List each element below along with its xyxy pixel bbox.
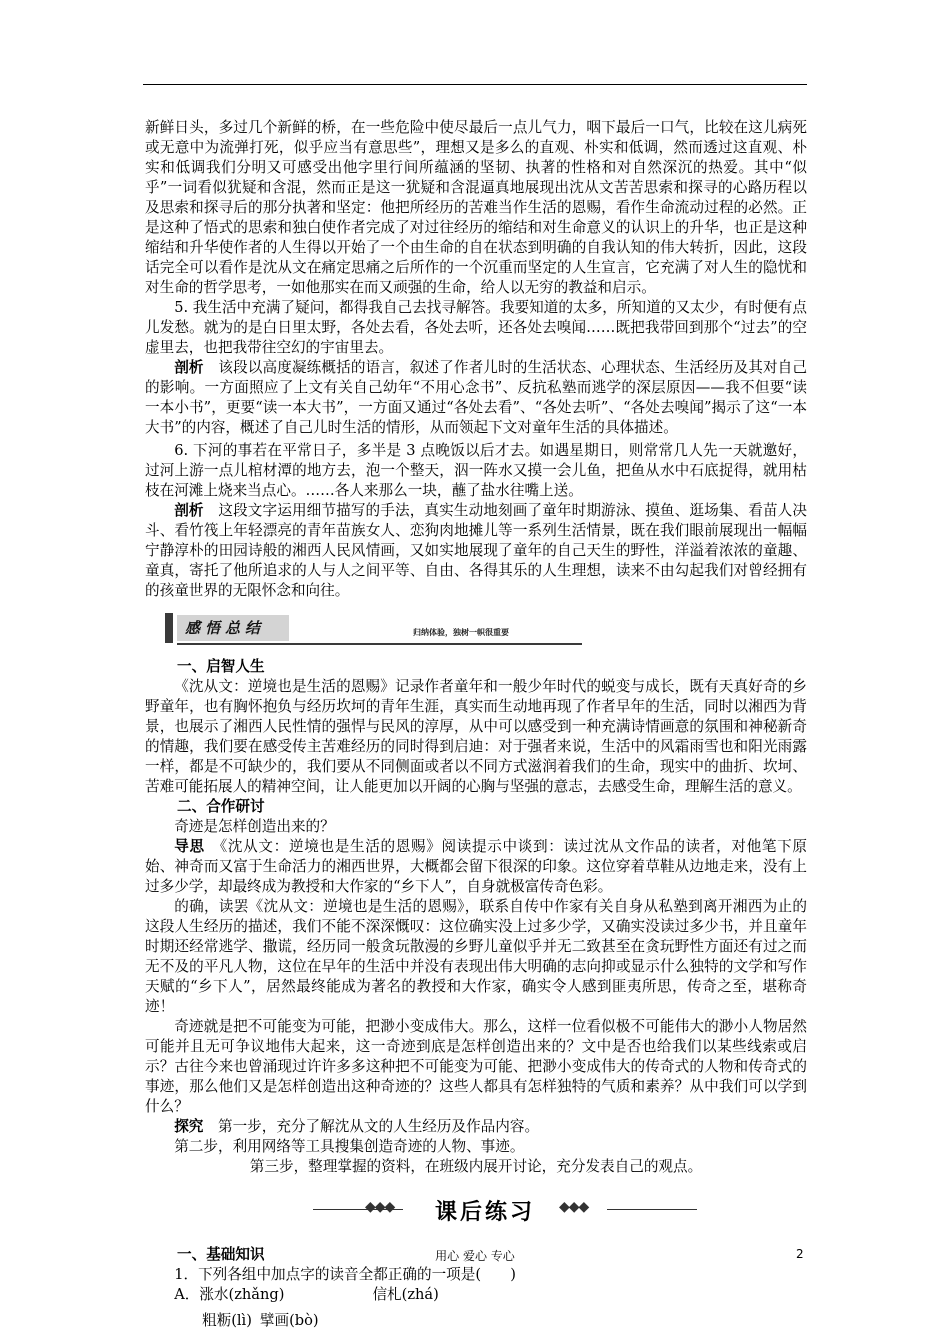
section-inspiration-text: 《沈从文：逆境也是生活的恩赐》记录作者童年和一般少年时代的蜕变与成长，既有天真好奇的乡野童年，也有胸怀抱负与经历坎坷的青年生涯，真实而生动地再现了作者早年的生活，同时以湘西为背景，也展示了湘西人民性情的强悍与民风的淳厚，从中可以感受到一种充满诗情画意的氛围和神秘新奇的情趣，我们要在感受传主苦难经历的同时得到启迪：对于强者来说，生活中的风霜雨雪也和阳光雨露一样，都是不可缺少的，我们要从不同侧面或者以不同方式滋润着我们的生命，现实中的曲折、坎坷、苦难可能拓展人的精神空间，让人能更加以开阔的心胸与坚强的意志，去感受生命，理解生活的意义。 (145, 678, 807, 795)
analysis-text: 该段以高度凝练概括的语言，叙述了作者儿时的生活状态、心理状态、生活经历及其对自己的影响。一方面照应了上文有关自己幼年“不用心念书”、反抗私塾而逃学的深层原因——我不但要“读一本小书”，更要“读一本大书”，一方面又通过“各处去看”、“各处去听”、“各处去嗅闻”揭示了这“一本大书”的内容，概述了自己儿时生活的情形，从而领起下文对童年生活的具体描述。 (145, 359, 807, 436)
option-a-label: A． (174, 1286, 200, 1303)
paragraph-quote-6: 6. 下河的事若在平常日子，多半是 3 点晚饭以后才去。如遇星期日，则常常几人先一天就邀好，过河上游一点儿棺材潭的地方去，泡一个整天，泅一阵水又摸一会儿鱼，把鱼从水中石底捉得，就用枯枝在河滩上烧来当点心。……各人来那么一块，蘸了盐水往嘴上送。 (145, 442, 807, 499)
exercise-title: 课后练习 (435, 1200, 536, 1225)
section-heading-discussion: 二、合作研讨 (177, 798, 265, 815)
paragraph-analysis-5 (145, 358, 807, 438)
option-a-row2: 粗粝(lì) 擘画(bò) (202, 1312, 319, 1329)
page-footer: 用心 爱心 专心 (435, 1249, 515, 1263)
analysis-label: 剖析 (174, 359, 204, 376)
banner-subtitle: 归纳体验，独树一帜很重要 (413, 628, 509, 637)
guide-label: 导思 (174, 838, 205, 855)
exercise-header (145, 1195, 807, 1223)
divider-line-right (607, 1209, 697, 1210)
explore-label: 探究 (174, 1118, 204, 1135)
discussion-question: 奇迹是怎样创造出来的？ (174, 818, 335, 835)
banner-title: 感悟总结 (185, 619, 266, 637)
analysis-text: 这段文字运用细节描写的手法，真实生动地刻画了童年时期游泳、摸鱼、逛场集、看苗人决斗、看竹筏上年轻漂亮的青年苗族女人、恋狗肉地摊儿等一系列生活情景，既在我们眼前展现出一幅幅宁静淳朴的田园诗般的湘西人民风情画，又如实地展现了童年的自己天生的野性，洋溢着浓浓的童趣、童真，寄托了他所追求的人与人之间平等、自由、各得其乐的人生理想，读来不由勾起我们对曾经拥有的孩童世界的无限怀念和向往。 (145, 502, 807, 599)
explore-step-2: 第二步，利用网络等工具搜集创造奇迹的人物、事迹。 (174, 1138, 525, 1155)
paragraph-commentary-4: 新鲜日头，多过几个新鲜的桥，在一些危险中使尽最后一点儿气力，咽下最后一口气，比较在这儿病死或无意中为流弹打死，似乎应当有意思些”，理想又是多么的直观、朴实和低调，然而透过这直观、朴实和低调我们分明又可感受出他字里行间所蕴涵的坚韧、执著的性格和对自然深沉的热爱。其中“似乎”一词看似犹疑和含混，然而正是这一犹疑和含混逼真地展现出沈从文苦苦思索和探寻的心路历程以及思索和探寻后的那分执著和坚定：他把所经历的苦难当作生活的恩赐，看作生命流动过程的必然。正是这种了悟式的思索和独白使作者完成了对过往经历的缩结和对生命意义的认识上的升华，也正是这种缩结和升华使作者的人生得以开始了一个由生命的自在状态到明确的自我认知的伟大转折，因此，这段话完全可以看作是沈从文在痛定思痛之后所作的一个沉重而坚定的人生宣言，它充满了对人生的隐忧和对生命的哲学思考，一如他那实在而又顽强的生命，给人以无穷的教益和启示。 (145, 119, 807, 296)
exercise-section-heading: 一、基础知识 (177, 1246, 265, 1263)
summary-banner (165, 613, 807, 643)
explore-step-3: 第三步，整理掌握的资料，在班级内展开讨论，充分发表自己的观点。 (249, 1158, 703, 1175)
banner-bar (165, 613, 173, 643)
ornament-right-icon: ◆◆◆ (559, 1199, 589, 1215)
paragraph-analysis-6 (145, 501, 807, 601)
discussion-paragraph-b: 奇迹就是把不可能变为可能，把渺小变成伟大。那么，这样一位看似极不可能伟大的渺小人物居然可能并且无可争议地伟大起来，这一奇迹到底是怎样创造出来的？文中是否也给我们以某些线索或启示？古往今来也曾涌现过许许多多这种把不可能变为可能、把渺小变成伟大的传奇式的人物和传奇式的事迹，那么他们又是怎样创造出这种奇迹的？这些人都具有怎样独特的气质和素养？从中我们可以学到什么？ (145, 1018, 807, 1115)
page-content (145, 118, 807, 1331)
page-number: 2 (796, 1247, 804, 1261)
paragraph-quote-5: 5. 我生活中充满了疑问，都得我自己去找寻解答。我要知道的太多，所知道的又太少，有时便有点儿发愁。就为的是白日里太野，各处去看，各处去听，还各处去嗅闻……既把我带回到那个“过去”的空虚里去，也把我带往空幻的宇宙里去。 (145, 299, 807, 356)
header-rule (143, 84, 807, 85)
section-heading-inspiration: 一、启智人生 (177, 658, 265, 675)
explore-step-1: 探究 第一步，充分了解沈从文的人生经历及作品内容。 (174, 1118, 540, 1135)
option-a-row1: A．涨水(zhǎng) 信札(zhá) (174, 1286, 439, 1303)
discussion-guide (145, 837, 807, 897)
question-1: 1．下列各组中加点字的读音全都正确的一项是( ) (174, 1266, 516, 1283)
discussion-paragraph-a: 的确，读罢《沈从文：逆境也是生活的恩赐》，联系自传中作家有关自身从私塾到离开湘西为止的这段人生经历的描述，我们不能不深深慨叹：这位确实没上过多少学，又确实没读过多少书，并且童年时期还经常逃学、撒谎，经历同一般贪玩散漫的乡野儿童似乎并无二致甚至在贪玩野性方面还有过之而无不及的平凡人物，这位在早年的生活中并没有表现出伟大明确的志向抑或显示什么独特的文学和写作天赋的“乡下人”，居然最终能成为著名的教授和大作家，确实令人感到匪夷所思，传奇之至，堪称奇迹！ (145, 898, 807, 1015)
analysis-label: 剖析 (174, 502, 204, 519)
banner-underline (177, 643, 582, 645)
guide-text: 《沈从文：逆境也是生活的恩赐》阅读提示中谈到：读过沈从文作品的读者，对他笔下原始、神奇而又富于生命活力的湘西世界，大概都会留下很深的印象。这位穿着草鞋从边地走来，没有上过多少学，却最终成为教授和大作家的“乡下人”，自身就极富传奇色彩。 (145, 838, 807, 895)
ornament-left-icon: ◆◆◆ (365, 1199, 395, 1215)
